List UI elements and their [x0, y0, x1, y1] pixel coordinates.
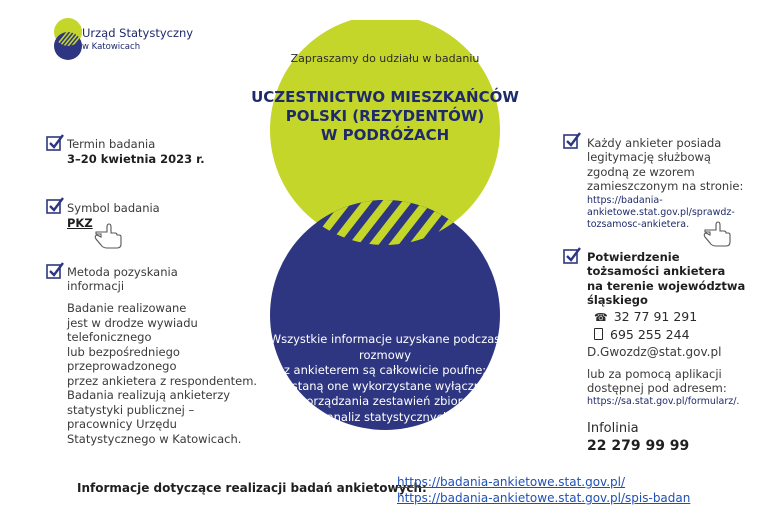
email[interactable]: D.Gwozdz@stat.gov.pl [587, 345, 722, 359]
legitymacja-link-line[interactable]: ankietowe.stat.gov.pl/sprawdz- [587, 207, 735, 218]
checkbox-icon [46, 197, 64, 215]
mobile-phone-icon [594, 328, 603, 340]
metoda-line: jest w drodze wywiadu [67, 315, 198, 330]
confidentiality-line: i analiz statystycznych [319, 409, 451, 424]
confidentiality-text [245, 332, 525, 425]
infolinia-number: 22 279 99 99 [587, 438, 690, 454]
confidentiality-line: do sporządzania zestawień zbiorczych [275, 394, 495, 408]
invite-text: Zapraszamy do udziału w badaniu [290, 52, 480, 65]
confidentiality-line: Wszystkie informacje uzyskane podczas rozmowy [269, 332, 501, 362]
survey-title-line: UCZESTNICTWO MIESZKAŃCÓW [251, 88, 519, 106]
app-line: dostępnej pod adresem: [587, 381, 727, 396]
checkbox-icon [563, 132, 581, 150]
metoda-line: lub bezpośredniego [67, 344, 180, 359]
symbol-value: PKZ [67, 216, 93, 230]
metoda-line: przeprowadzonego [67, 359, 177, 373]
logo-subtitle: w Katowicach [82, 42, 141, 52]
checkbox-icon [46, 262, 64, 280]
legitymacja-link-line[interactable]: tozsamosc-ankietera. [587, 219, 690, 230]
confidentiality-line: zostaną one wykorzystane wyłącznie [278, 378, 492, 393]
confidentiality-line: z ankieterem są całkowicie poufne; [283, 363, 487, 377]
potwierdzenie-line: Potwierdzenie [587, 250, 680, 264]
phone-number-2: 695 255 244 [610, 327, 690, 342]
potwierdzenie-line: na terenie województwa [587, 278, 746, 293]
legitymacja-line: legitymację służbową [587, 150, 711, 165]
legitymacja-text [587, 136, 743, 193]
phone-row-1 [594, 309, 697, 324]
survey-title-line: W PODRÓŻACH [320, 126, 450, 144]
metoda-line: Badanie realizowane [67, 301, 187, 315]
legitymacja-link-line[interactable]: https://badania- [587, 195, 663, 206]
legitymacja-line: zgodną ze wzorem [587, 164, 695, 179]
metoda-line: Statystycznego w Katowicach. [67, 431, 242, 446]
checkbox-icon [46, 134, 64, 152]
legitymacja-line: zamieszczonym na stronie: [587, 178, 744, 193]
footer-link-1[interactable]: https://badania-ankietowe.stat.gov.pl/ [397, 475, 626, 489]
logo [40, 14, 200, 64]
infolinia-label: Infolinia [587, 421, 639, 436]
symbol-label: Symbol badania [67, 201, 160, 215]
checkbox-icon [563, 247, 581, 265]
metoda-line: pracownicy Urzędu [67, 417, 177, 431]
survey-title-line: POLSKI (REZYDENTÓW) [285, 107, 485, 125]
metoda-description [67, 301, 257, 446]
phone-row-2 [594, 327, 690, 342]
metoda-label-line: Metoda pozyskania [67, 265, 178, 279]
app-link[interactable]: https://sa.stat.gov.pl/formularz/. [587, 396, 740, 407]
potwierdzenie-line: śląskiego [587, 292, 648, 307]
pointing-hand-icon [93, 220, 125, 250]
metoda-line: telefonicznego [67, 330, 152, 344]
termin-value: 3–20 kwietnia 2023 r. [67, 152, 205, 166]
phone-number-1: 32 77 91 291 [613, 309, 698, 324]
metoda-label [67, 265, 178, 294]
footer-link-2[interactable]: https://badania-ankietowe.stat.gov.pl/spis-badan [397, 491, 691, 505]
app-line: lub za pomocą aplikacji [587, 367, 722, 381]
potwierdzenie-text [587, 250, 745, 307]
pointing-hand-icon [702, 218, 734, 248]
termin-label: Termin badania [67, 137, 156, 151]
metoda-line: Badania realizują ankieterzy [67, 388, 231, 402]
phone-icon: ☎ [594, 311, 608, 324]
metoda-label-line: informacji [67, 279, 125, 294]
survey-title [250, 88, 520, 145]
metoda-line: przez ankietera z respondentem. [67, 373, 258, 388]
potwierdzenie-line: tożsamości ankietera [587, 264, 726, 279]
legitymacja-line: Każdy ankieter posiada [587, 136, 722, 150]
app-text [587, 367, 727, 396]
metoda-line: statystyki publicznej – [67, 402, 195, 417]
logo-title: Urząd Statystyczny [82, 26, 194, 40]
footer-label: Informacje dotyczące realizacji badań ankietowych: [77, 481, 427, 495]
